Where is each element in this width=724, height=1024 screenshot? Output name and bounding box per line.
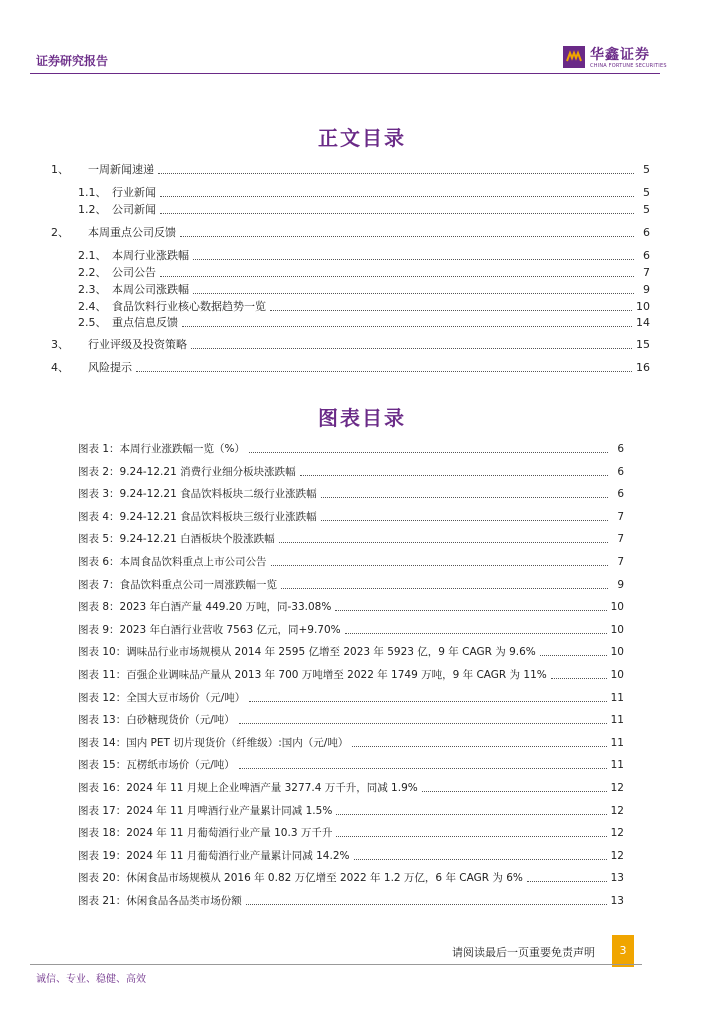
figure-entry-page: 7 [617,511,624,523]
toc-entry-number: 2、 [51,226,69,239]
figure-leader-dots [281,580,608,589]
toc-entry-page: 5 [643,203,650,216]
toc-leader-dots [180,228,634,237]
figure-entry-label: 图表 5：9.24-12.21 白酒板块个股涨跌幅 [78,533,275,545]
logo-english-name: CHINA FORTUNE SECURITIES [590,63,667,69]
toc-entry-number: 1.2、 [78,203,107,216]
figure-entry-label: 图表 20：休闲食品市场规模从 2016 年 0.82 万亿增至 2022 年 1.2 万亿，6 年 CAGR 为 6% [78,872,523,884]
toc-entry-label: 风险提示 [88,361,132,374]
figure-entry[interactable] [78,622,624,637]
figure-entry-page: 12 [610,805,624,817]
figure-entry-label: 图表 4：9.24-12.21 食品饮料板块三级行业涨跌幅 [78,511,317,523]
figure-leader-dots [422,783,607,792]
figure-entry-page: 9 [617,579,624,591]
figure-entry[interactable] [78,577,624,592]
figure-entry[interactable] [78,712,624,727]
figure-leader-dots [239,760,607,769]
toc-entry-number: 2.5、 [78,316,107,329]
toc-entry-page: 9 [643,283,650,296]
toc-entry[interactable] [78,314,650,330]
toc-leader-dots [160,268,634,277]
figure-entry-label: 图表 21：休闲食品各品类市场份额 [78,895,242,907]
figure-entry-label: 图表 7：食品饮料重点公司一周涨跌幅一览 [78,579,278,591]
figure-entry-label: 图表 9：2023 年白酒行业营收 7563 亿元，同+9.70% [78,624,341,636]
figure-entry-page: 12 [610,850,624,862]
figure-entry-label: 图表 2：9.24-12.21 消费行业细分板块涨跌幅 [78,466,296,478]
figure-entry-page: 7 [617,533,624,545]
figure-leader-dots [279,534,608,543]
figure-entry[interactable] [78,441,624,456]
figure-entry-page: 11 [610,737,624,749]
figure-entry[interactable] [78,554,624,569]
toc-entry[interactable] [78,298,650,314]
figure-entry[interactable] [78,531,624,546]
footer-divider [30,964,642,965]
toc-entry[interactable] [78,264,650,280]
page-number: 3 [612,935,634,967]
figure-entry-page: 12 [610,827,624,839]
figure-entry[interactable] [78,644,624,659]
toc-entry-page: 5 [643,163,650,176]
toc-entry-label: 本周公司涨跌幅 [112,283,189,296]
figure-entry-label: 图表 12：全国大豆市场价（元/吨） [78,692,246,704]
figure-entry-page: 13 [610,895,624,907]
figure-entry-label: 图表 19：2024 年 11 月葡萄酒行业产量累计同减 14.2% [78,850,350,862]
figure-entry-label: 图表 17：2024 年 11 月啤酒行业产量累计同减 1.5% [78,805,333,817]
toc-entry[interactable] [78,281,650,297]
toc-entry-number: 4、 [51,361,69,374]
toc-entry-page: 7 [643,266,650,279]
toc-leader-dots [160,205,634,214]
figure-leader-dots [352,738,606,747]
figure-entry-label: 图表 3：9.24-12.21 食品饮料板块二级行业涨跌幅 [78,488,317,500]
toc-entry-number: 1、 [51,163,69,176]
figure-entry-label: 图表 16：2024 年 11 月规上企业啤酒产量 3277.4 万千升，同减 1.9% [78,782,418,794]
toc-entry-page: 6 [643,249,650,262]
figure-leader-dots [354,851,607,860]
toc-leader-dots [182,318,632,327]
figure-entry-label: 图表 1：本周行业涨跌幅一览（%） [78,443,245,455]
figures-title: 图表目录 [318,406,406,430]
toc-entry[interactable] [51,359,650,375]
figure-leader-dots [321,489,608,498]
figure-entry[interactable] [78,690,624,705]
company-motto: 诚信、专业、稳健、高效 [36,974,146,985]
figure-entry[interactable] [78,825,624,840]
figure-entry-page: 11 [610,714,624,726]
toc-entry-number: 2.4、 [78,300,107,313]
report-type-label: 证券研究报告 [36,54,109,68]
figure-entry-page: 10 [610,624,624,636]
figure-leader-dots [527,873,607,882]
toc-leader-dots [193,251,634,260]
toc-entry-label: 重点信息反馈 [112,316,178,329]
disclaimer-note: 请阅读最后一页重要免责声明 [452,946,595,959]
toc-leader-dots [191,340,632,349]
toc-leader-dots [160,188,634,197]
toc-entry-number: 2.1、 [78,249,107,262]
toc-title: 正文目录 [318,126,406,150]
toc-entry-label: 行业新闻 [112,186,156,199]
figure-entry[interactable] [78,893,624,908]
figure-entry-page: 12 [610,782,624,794]
figure-entry[interactable] [78,667,624,682]
figure-entry[interactable] [78,509,624,524]
toc-entry-page: 14 [636,316,650,329]
toc-leader-dots [158,165,634,174]
figure-entry-page: 7 [617,556,624,568]
figure-leader-dots [336,806,606,815]
toc-entry-page: 6 [643,226,650,239]
toc-entry-page: 5 [643,186,650,199]
toc-entry[interactable] [78,184,650,200]
toc-entry[interactable] [51,336,650,352]
toc-entry-label: 本周重点公司反馈 [88,226,176,239]
toc-entry-number: 2.3、 [78,283,107,296]
figure-entry-page: 13 [610,872,624,884]
toc-entry[interactable] [78,201,650,217]
toc-leader-dots [270,302,632,311]
figure-entry-label: 图表 11：百强企业调味品产量从 2013 年 700 万吨增至 2022 年 1749 万吨，9 年 CAGR 为 11% [78,669,547,681]
figure-entry[interactable] [78,735,624,750]
figure-leader-dots [551,670,607,679]
toc-entry-page: 10 [636,300,650,313]
toc-entry[interactable] [51,161,650,177]
figure-leader-dots [335,602,606,611]
figure-entry-label: 图表 14：国内 PET 切片现货价（纤维级）:国内（元/吨） [78,737,349,749]
figure-entry[interactable] [78,599,624,614]
figure-entry-label: 图表 15：瓦楞纸市场价（元/吨） [78,759,235,771]
toc-leader-dots [193,285,634,294]
figure-entry[interactable] [78,780,624,795]
figure-entry-page: 10 [610,669,624,681]
toc-entry[interactable] [78,247,650,263]
toc-entry-number: 3、 [51,338,69,351]
toc-entry-label: 一周新闻速递 [88,163,154,176]
toc-entry-label: 公司公告 [112,266,156,279]
figure-entry-label: 图表 18：2024 年 11 月葡萄酒行业产量 10.3 万千升 [78,827,333,839]
figure-entry-page: 6 [617,466,624,478]
figure-entry-page: 6 [617,488,624,500]
toc-leader-dots [136,363,632,372]
figure-entry[interactable] [78,464,624,479]
figure-entry[interactable] [78,486,624,501]
toc-entry[interactable] [51,224,650,240]
figure-entry[interactable] [78,870,624,885]
figure-leader-dots [336,828,606,837]
figure-entry-label: 图表 8：2023 年白酒产量 449.20 万吨，同-33.08% [78,601,332,613]
toc-entry-number: 1.1、 [78,186,107,199]
figure-leader-dots [345,625,607,634]
figure-leader-dots [249,693,606,702]
figure-entry-page: 10 [610,646,624,658]
figure-leader-dots [249,444,608,453]
figure-entry-label: 图表 13：白砂糖现货价（元/吨） [78,714,235,726]
company-logo [563,42,693,74]
figure-entry-page: 6 [617,443,624,455]
logo-chinese-name: 华鑫证券 [590,47,650,63]
figure-entry-page: 11 [610,759,624,771]
figure-leader-dots [246,896,607,905]
toc-entry-label: 公司新闻 [112,203,156,216]
figure-entry[interactable] [78,848,624,863]
figure-leader-dots [239,715,607,724]
toc-entry-label: 行业评级及投资策略 [88,338,187,351]
figure-entry[interactable] [78,803,624,818]
figure-entry[interactable] [78,757,624,772]
toc-entry-page: 16 [636,361,650,374]
figure-entry-label: 图表 10：调味品行业市场规模从 2014 年 2595 亿增至 2023 年 5923 亿，9 年 CAGR 为 9.6% [78,646,536,658]
figure-entry-label: 图表 6：本周食品饮料重点上市公司公告 [78,556,267,568]
figure-entry-page: 10 [610,601,624,613]
toc-entry-label: 本周行业涨跌幅 [112,249,189,262]
logo-mark-icon [563,46,585,68]
toc-entry-page: 15 [636,338,650,351]
figure-leader-dots [540,647,607,656]
header-divider [30,73,660,74]
report-header [0,0,724,76]
figure-entry-page: 11 [610,692,624,704]
figure-leader-dots [271,557,608,566]
figure-leader-dots [321,512,608,521]
toc-entry-number: 2.2、 [78,266,107,279]
figure-leader-dots [300,467,608,476]
toc-entry-label: 食品饮料行业核心数据趋势一览 [112,300,266,313]
